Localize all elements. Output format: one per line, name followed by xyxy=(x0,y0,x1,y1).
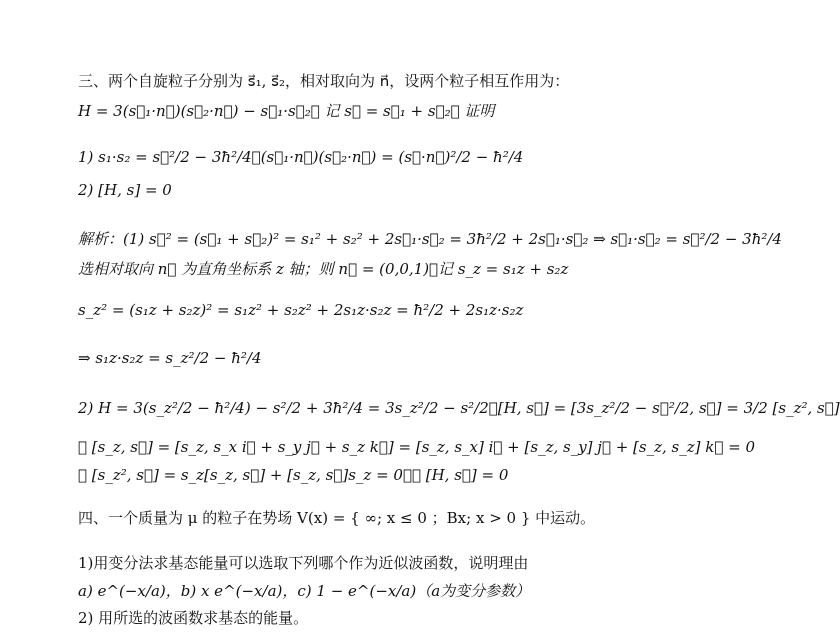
problem-4-question-2: 2) 用所选的波函数求基态的能量。 xyxy=(78,609,309,627)
problem-4-statement: 四、一个质量为 μ 的粒子在势场 V(x) = { ∞; x ≤ 0 ；Bx; x > 0 } 中运动。 xyxy=(78,509,596,527)
problem-3-statement: 三、两个自旋粒子分别为 s⃗₁, s⃗₂，相对取向为 n⃗，设两个粒子相互作用为： xyxy=(78,72,570,90)
proof-item-2: 2) [H, s] = 0 xyxy=(78,181,172,199)
proof-item-1: 1) s₁·s₂ = s⃗²/2 − 3ħ²/4，(s⃗₁·n⃗)(s⃗₂·n⃗) = (s⃗·n⃗)²/2 − ħ²/4 xyxy=(78,148,524,166)
solution-part-1: 解析：(1) s⃗² = (s⃗₁ + s⃗₂)² = s₁² + s₂² + 2s⃗₁·s⃗₂ = 3ħ²/2 + 2s⃗₁·s⃗₂ ⇒ s⃗₁·s⃗₂ = s⃗²/2 − 3ħ²/4 xyxy=(78,230,782,248)
solution-part-2: 2) H = 3(s_z²/2 − ħ²/4) − s²/2 + 3ħ²/4 = 3s_z²/2 − s²/2；[H, s⃗] = [3s_z²/2 − s⃗²/2, s⃗] = 3/2 [s_z², s⃗] xyxy=(78,399,840,417)
solution-z-axis: 选相对取向 n⃗ 为直角坐标系 z 轴；则 n⃗ = (0,0,1)，记 s_z = s₁z + s₂z xyxy=(78,260,569,278)
hamiltonian-definition: H = 3(s⃗₁·n⃗)(s⃗₂·n⃗) − s⃗₁·s⃗₂， 记 s⃗ = s⃗₁ + s⃗₂， 证明 xyxy=(78,102,495,120)
solution-s1z-s2z: ⇒ s₁z·s₂z = s_z²/2 − ħ²/4 xyxy=(78,349,262,367)
commutator-step: ∵ [s_z, s⃗] = [s_z, s_x i⃗ + s_y j⃗ + s_z k⃗] = [s_z, s_x] i⃗ + [s_z, s_y] j⃗ + [s_z, s_z] k⃗ = 0 xyxy=(78,438,755,456)
problem-4-options: a) e^(−x/a)，b) x e^(−x/a)，c) 1 − e^(−x/a)（a为变分参数） xyxy=(78,582,531,600)
solution-sz-square: s_z² = (s₁z + s₂z)² = s₁z² + s₂z² + 2s₁z·s₂z = ħ²/2 + 2s₁z·s₂z xyxy=(78,301,524,319)
problem-4-question-1: 1)用变分法求基态能量可以选取下列哪个作为近似波函数，说明理由 xyxy=(78,554,529,572)
commutator-result: ∴ [s_z², s⃗] = s_z[s_z, s⃗] + [s_z, s⃗]s_z = 0；∴ [H, s⃗] = 0 xyxy=(78,466,509,484)
